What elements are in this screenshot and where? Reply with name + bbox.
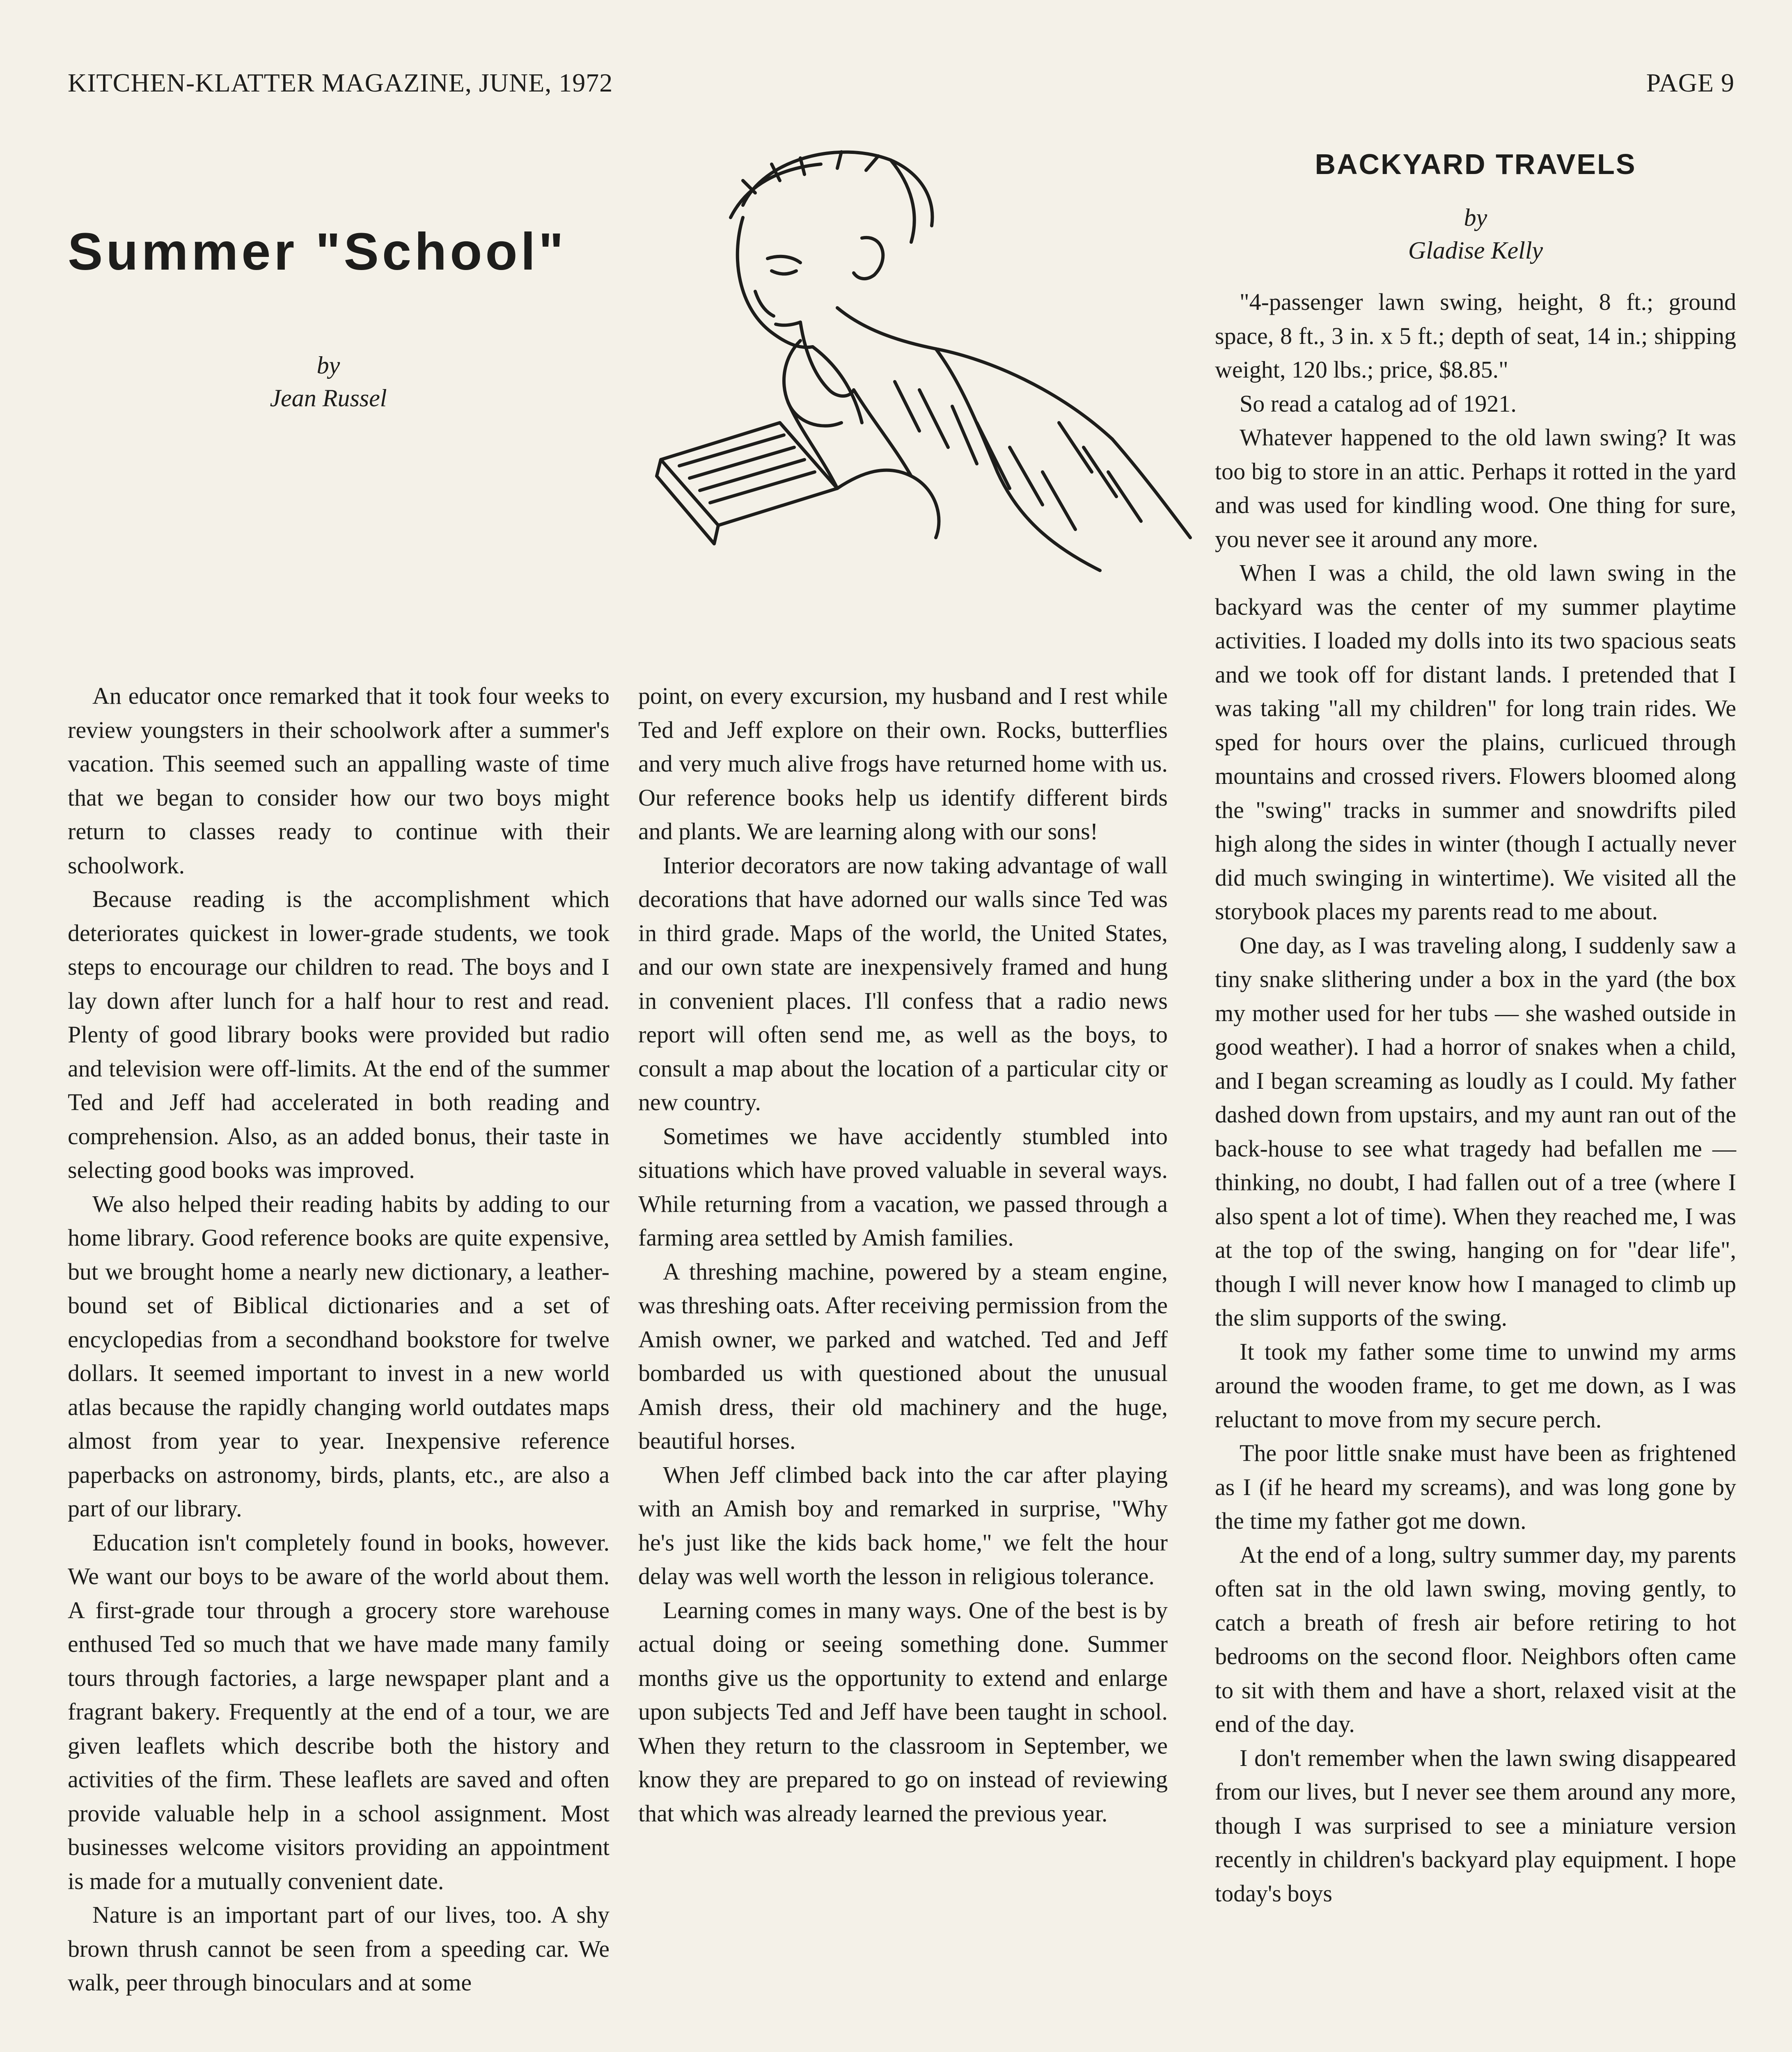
magazine-title: KITCHEN-KLATTER MAGAZINE, JUNE, 1972 [68, 68, 613, 97]
paragraph: When I was a child, the old lawn swing in the backyard was the center of my summer playtime activities. I loaded my dolls into its two spacious seats and we took off for distant lands. I pretended that I was taking "all my children" for long train rides. We sped for hours over the plains, curlicued through mountains and crossed rivers. Flowers bloomed along the "swing" tracks in summer and snowdrifts piled high along the sides in winter (though I actually never did much swinging in wintertime). We visited all the storybook places my parents read to me about. [1215, 559, 1736, 925]
byline-author: Gladise Kelly [1408, 237, 1543, 264]
paragraph: Because reading is the accomplishment which deteriorates quickest in lower-grade students, we took steps to encourage our children to read. The boys and I lay down after lunch for a half hour to rest and read. Plenty of good library books were provided but radio and television were off-limits. At the end of the summer Ted and Jeff had accelerated in both reading and comprehension. Also, as an added bonus, their taste in selecting good books was improved. [68, 886, 610, 1183]
paragraph: One day, as I was traveling along, I suddenly saw a tiny snake slithering under a box in the yard (the box my mother used for her tubs — she washed outside in good weather). I had a horror of snakes when a child, and I began screaming as loudly as I could. My father dashed down from upstairs, and my aunt ran out of the back-house to see what tragedy had befallen me — thinking, no doubt, I had fallen out of a tree (where I also spent a lot of time). When they reached me, I was at the top of the swing, hanging on for "dear life", though I will never know how I managed to climb up the slim supports of the swing. [1215, 932, 1736, 1331]
byline-by: by [316, 352, 340, 379]
paragraph: An educator once remarked that it took four weeks to review youngsters in their schoolwork after a summer's vacation. This seemed such an appalling waste of time that we began to consider how our two boys might return to classes ready to continue with their schoolwork. [68, 682, 610, 879]
byline-russel [213, 349, 443, 415]
paragraph: At the end of a long, sultry summer day, my parents often sat in the old lawn swing, moving gently, to catch a breath of fresh air before retiring to hot bedrooms on the second floor. Neighbors often came to sit with them and have a short, relaxed visit at the end of the day. [1215, 1541, 1736, 1737]
running-head [68, 68, 1735, 105]
article-title: Summer "School" [68, 222, 567, 281]
paragraph: Sometimes we have accidently stumbled into situations which have proved valuable in several ways. While returning from a vacation, we passed through a farming area settled by Amish families. [638, 1122, 1168, 1251]
paragraph: When Jeff climbed back into the car after playing with an Amish boy and remarked in surprise, "Why he's just like the kids back home," we felt the hour delay was well worth the lesson in religious tolerance. [638, 1461, 1168, 1589]
paragraph: I don't remember when the lawn swing disappeared from our lives, but I never see them around any more, though I was surprised to see a miniature version recently in children's backyard play equipment. I hope today's boys [1215, 1744, 1736, 1907]
paragraph: "4-passenger lawn swing, height, 8 ft.; ground space, 8 ft., 3 in. x 5 ft.; depth of seat, 14 in.; shipping weight, 120 lbs.; price, $8.85." [1215, 289, 1736, 383]
paragraph: Education isn't completely found in books, however. We want our boys to be aware of the world about them. A first-grade tour through a grocery store warehouse enthused Ted so much that we have made many family tours through factories, a large newspaper plant and a fragrant bakery. Frequently at the end of a tour, we are given leaflets which describe both the history and activities of the firm. These leaflets are saved and often provide valuable help in a school assignment. Most businesses welcome visitors providing an appointment is made for a mutually convenient date. [68, 1529, 610, 1894]
backyard-travels-title: BACKYARD TRAVELS [1315, 148, 1636, 180]
boy-reading-illustration [607, 135, 1248, 653]
summer-school-column-1 [68, 679, 610, 2052]
paragraph: The poor little snake must have been as frightened as I (if he heard my screams), and was long gone by the time my father got me down. [1215, 1440, 1736, 1534]
paragraph: Nature is an important part of our lives, too. A shy brown thrush cannot be seen from a speeding car. We walk, peer through binoculars and at some [68, 1901, 610, 1996]
paragraph: Interior decorators are now taking advantage of wall decorations that have adorned our walls since Ted was in third grade. Maps of the world, the United States, and our own state are inexpensively framed and hung in convenient places. I'll confess that a radio news report will often send me, as well as the boys, to consult a map about the location of a particular city or new country. [638, 852, 1168, 1115]
paragraph: It took my father some time to unwind my arms around the wooden frame, to get me down, as I was reluctant to move from my secure perch. [1215, 1338, 1736, 1433]
summer-school-column-2 [638, 679, 1168, 2052]
paragraph: So read a catalog ad of 1921. [1240, 390, 1517, 417]
byline-kelly [1215, 201, 1736, 267]
page-number: PAGE 9 [1646, 68, 1735, 97]
paragraph: A threshing machine, powered by a steam engine, was threshing oats. After receiving permission from the Amish owner, we parked and watched. Ted and Jeff bombarded us with questioned about the unusual Amish dress, their old machinery and the huge, beautiful horses. [638, 1258, 1168, 1454]
paragraph: point, on every excursion, my husband and I rest while Ted and Jeff explore on their own. Rocks, butterflies and very much alive frogs have returned home with us. Our reference books help us identify different birds and plants. We are learning along with our sons! [638, 682, 1168, 845]
byline-by: by [1464, 204, 1487, 231]
paragraph: Whatever happened to the old lawn swing? It was too big to store in an attic. Perhaps it rotted in the yard and was used for kindling wood. One thing for sure, you never see it around any more. [1215, 424, 1736, 552]
paragraph: Learning comes in many ways. One of the best is by actual doing or seeing something done. Summer months give us the opportunity to extend and enlarge upon subjects Ted and Jeff have been taught in school. When they return to the classroom in September, we know they are prepared to go on instead of reviewing that which was already learned the previous year. [638, 1596, 1168, 1827]
paragraph: We also helped their reading habits by adding to our home library. Good reference books are quite expensive, but we brought home a nearly new dictionary, a leather-bound set of Biblical dictionaries and a set of encyclopedias from a secondhand bookstore for twelve dollars. It seemed important to invest in a new world atlas because the rapidly changing world outdates maps almost from year to year. Inexpensive reference paperbacks on astronomy, birds, plants, etc., are also a part of our library. [68, 1190, 610, 1522]
backyard-travels-column [1215, 285, 1736, 2052]
byline-author: Jean Russel [270, 385, 387, 412]
